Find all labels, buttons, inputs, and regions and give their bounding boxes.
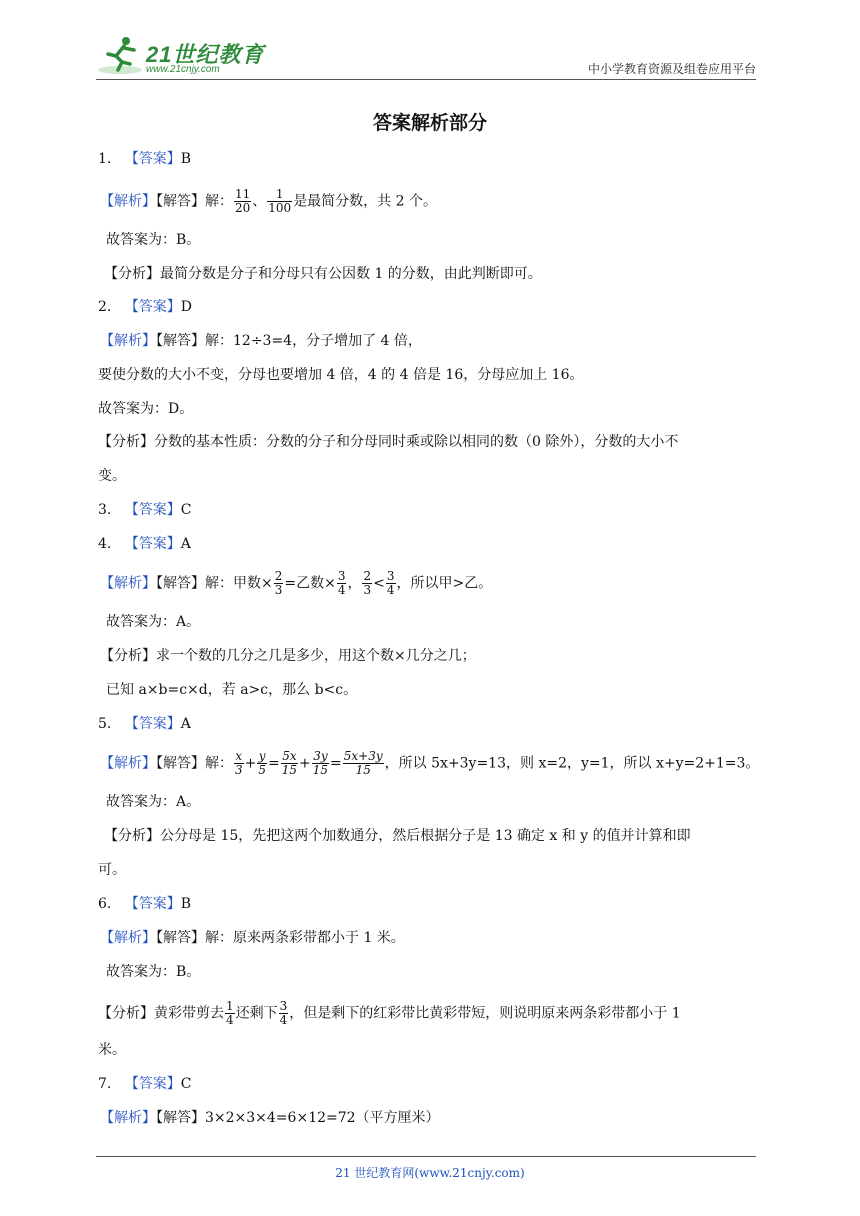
fraction: $\frac{3}{4}$ — [386, 569, 395, 597]
solution-tag: 【解答】 — [156, 755, 205, 772]
analysis-text: 最简分数是分子和分母只有公因数 1 的分数，由此判断即可。 — [160, 266, 542, 282]
answer-value: A — [180, 536, 191, 552]
solution-text: 解： — [205, 755, 233, 772]
header-platform-name: 中小学教育资源及组卷应用平台 — [587, 62, 756, 76]
logo-text: 21世纪教育 — [146, 42, 265, 67]
q6-analysis-line-2: 米。 — [98, 1042, 126, 1058]
logo-url: www.21cnjy.com — [146, 64, 220, 75]
footer-divider — [96, 1156, 756, 1157]
analysis-tag: 【解析】 — [100, 193, 156, 210]
analysis-tag: 【解析】 — [100, 333, 156, 349]
solution-text: 3×2×3×4=6×12=72（平方厘米） — [205, 1110, 440, 1126]
solution-text: 是最简分数，共 2 个。 — [293, 193, 437, 210]
answer-value: B — [180, 151, 192, 167]
answer-value: D — [180, 299, 192, 315]
answer-value: C — [180, 1076, 192, 1092]
q2-analysis-line — [98, 432, 678, 452]
analysis-tag: 【解析】 — [100, 575, 156, 592]
solution-tag: 【解答】 — [156, 193, 205, 210]
fraction: $\frac{x}{3}$ — [235, 749, 243, 777]
question-number: 5. — [98, 716, 112, 732]
q2-answer-line — [98, 297, 192, 317]
q6-solution-line — [100, 928, 405, 948]
q1-answer-line — [98, 149, 191, 169]
fraction: $\frac{5x}{15}$ — [281, 749, 298, 777]
fenxi-tag: 【分析】 — [104, 266, 160, 282]
solution-text: 解：12÷3=4，分子增加了 4 倍， — [205, 333, 422, 349]
solution-text: 解：原来两条彩带都小于 1 米。 — [205, 930, 405, 946]
q4-result: 故答案为：A。 — [106, 614, 201, 630]
page-header — [96, 32, 756, 80]
fraction: $\frac{1}{100}$ — [268, 187, 292, 215]
answer-value: B — [180, 896, 192, 912]
analysis-tag: 【解析】 — [100, 1110, 156, 1126]
fraction: $\frac{2}{3}$ — [274, 569, 283, 597]
answer-tag: 【答案】 — [124, 536, 181, 552]
fraction: $\frac{3y}{15}$ — [312, 749, 329, 777]
analysis-tag: 【解析】 — [100, 930, 156, 946]
q3-answer-line — [98, 500, 191, 520]
plus-sign: + — [244, 755, 257, 772]
answer-tag: 【答案】 — [124, 299, 181, 315]
fraction: $\frac{11}{20}$ — [235, 187, 251, 215]
logo — [96, 34, 266, 76]
runner-logo-icon — [96, 34, 144, 76]
equals-sign: = — [330, 755, 342, 772]
q6-answer-line — [98, 894, 191, 914]
q6-analysis-line — [98, 1000, 681, 1027]
q7-answer-line — [98, 1074, 191, 1094]
fraction: $\frac{3}{4}$ — [279, 999, 288, 1027]
plus-sign: + — [299, 755, 311, 772]
fenxi-tag: 【分析】 — [104, 828, 160, 844]
q2-solution-line-2: 要使分数的大小不变，分母也要增加 4 倍，4 的 4 倍是 16，分母应加上 16。 — [98, 367, 584, 383]
q4-analysis-line-2: 已知 a×b=c×d，若 a>c，那么 b<c。 — [106, 682, 358, 698]
solution-text: ，所以 5x+3y=13，则 x=2，y=1，所以 x+y=2+1=3。 — [384, 755, 760, 772]
question-number: 6. — [98, 896, 112, 912]
q1-result: 故答案为：B。 — [106, 232, 201, 248]
q6-result: 故答案为：B。 — [106, 964, 201, 980]
fraction: $\frac{5x+3y}{15}$ — [343, 749, 383, 777]
fenxi-tag: 【分析】 — [98, 1005, 154, 1022]
q2-result: 故答案为：D。 — [98, 401, 194, 417]
question-number: 1. — [98, 151, 112, 167]
q4-answer-line — [98, 534, 191, 554]
answer-tag: 【答案】 — [124, 896, 181, 912]
q2-analysis-line-2: 变。 — [98, 468, 126, 484]
analysis-text: 求一个数的几分之几是多少，用这个数×几分之几； — [156, 648, 476, 664]
fraction: $\frac{y}{5}$ — [258, 749, 267, 777]
q5-analysis-line — [104, 826, 691, 846]
question-number: 2. — [98, 299, 112, 315]
equals-sign: = — [268, 755, 280, 772]
analysis-text: ，但是剩下的红彩带比黄彩带短，则说明原来两条彩带都小于 1 — [289, 1005, 681, 1022]
solution-tag: 【解答】 — [156, 1110, 205, 1126]
fenxi-tag: 【分析】 — [98, 434, 154, 450]
answer-tag: 【答案】 — [124, 1076, 181, 1092]
solution-tag: 【解答】 — [156, 333, 205, 349]
solution-tag: 【解答】 — [156, 575, 205, 592]
question-number: 3. — [98, 502, 112, 518]
q2-solution-line — [100, 331, 422, 351]
analysis-text: 还剩下 — [235, 1005, 278, 1022]
solution-text: =乙数× — [284, 575, 336, 592]
q1-analysis-line — [104, 264, 542, 284]
answer-tag: 【答案】 — [124, 151, 181, 167]
solution-text: ， — [347, 575, 362, 592]
solution-text: ，所以甲>乙。 — [396, 575, 493, 592]
answer-tag: 【答案】 — [124, 716, 181, 732]
question-number: 4. — [98, 536, 112, 552]
q5-result: 故答案为：A。 — [106, 794, 201, 810]
fraction: $\frac{3}{4}$ — [337, 569, 346, 597]
question-number: 7. — [98, 1076, 112, 1092]
page-title: 答案解析部分 — [372, 112, 487, 134]
q5-solution-line — [100, 750, 759, 777]
header-divider — [96, 79, 756, 80]
q4-analysis-line — [100, 646, 476, 666]
answer-value: A — [180, 716, 191, 732]
fraction: $\frac{1}{4}$ — [226, 999, 234, 1027]
solution-tag: 【解答】 — [156, 930, 205, 946]
analysis-text: 分数的基本性质：分数的分子和分母同时乘或除以相同的数（0 除外），分数的大小不 — [154, 434, 679, 450]
answer-tag: 【答案】 — [124, 502, 181, 518]
fraction: $\frac{2}{3}$ — [363, 569, 372, 597]
solution-text: 解：甲数× — [205, 575, 273, 592]
less-than: < — [373, 575, 385, 592]
fenxi-tag: 【分析】 — [100, 648, 156, 664]
q5-answer-line — [98, 714, 191, 734]
separator: 、 — [252, 193, 267, 210]
footer-link[interactable]: 21 世纪教育网(www.21cnjy.com) — [335, 1166, 525, 1180]
q4-solution-line — [100, 570, 492, 597]
analysis-text: 黄彩带剪去 — [154, 1005, 224, 1022]
solution-text: 解： — [205, 193, 233, 210]
analysis-tag: 【解析】 — [100, 755, 156, 772]
q5-analysis-line-2: 可。 — [98, 862, 126, 878]
analysis-text: 公分母是 15，先把这两个加数通分，然后根据分子是 13 确定 x 和 y 的值并计算和即 — [160, 828, 691, 844]
answer-value: C — [180, 502, 192, 518]
q1-solution-line — [100, 188, 437, 215]
q7-solution-line — [100, 1108, 440, 1128]
